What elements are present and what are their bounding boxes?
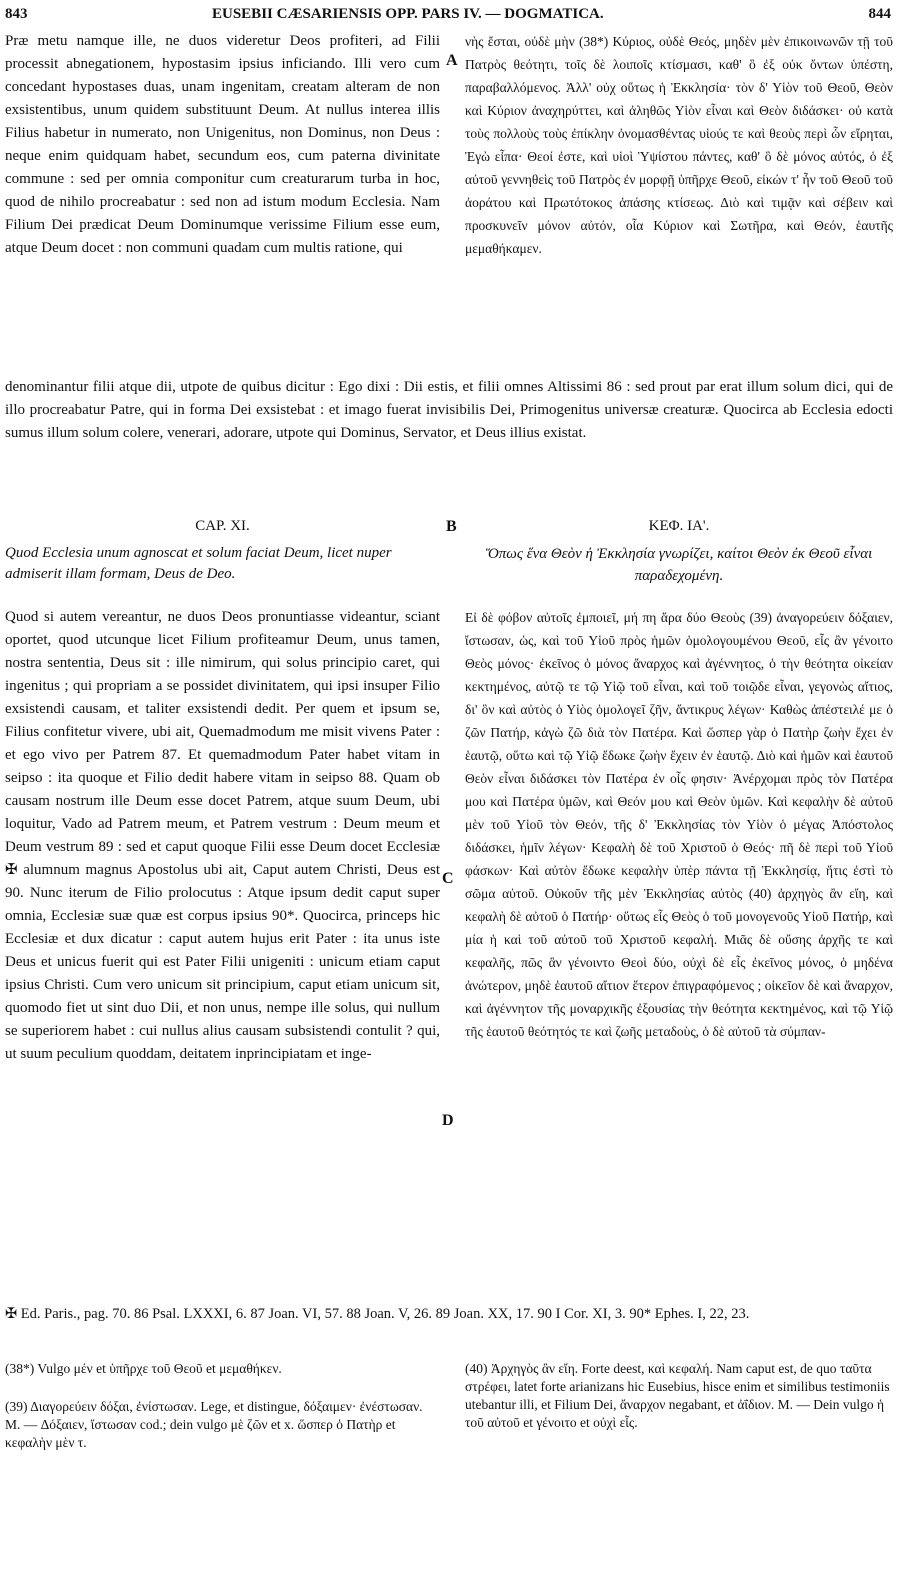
running-header bbox=[0, 2, 901, 26]
greek-text-a: νὴς ἔσται, οὐδὲ μὴν (38*) Κύριος, οὐδὲ Θεός, μηδὲν μὲν ἐπικοινωνῶν τῇ τοῦ Πατρὸς θεότητι, τοῖς δὲ λοιποῖς κτίσμασι, καθ' ὃ ἐξ οὐκ ὄντων ὑπέστη, παραβαλλόμενος. Ἀλλ' οὐχ οὕτως ἡ Ἐκκλησία· τὸν δ' Υἱὸν τοῦ Θεοῦ, Θεὸν καὶ Κύριον ἀναχηρύττει, καὶ ἀληθῶς Υἱὸν εἶναι καὶ Θεὸν διδάσκει· οὐ κατὰ τοὺς πολλοὺς τοὺς ἐπίκλην ὀνομασθέντας υἱούς τε καὶ θεοὺς περὶ ὧν εἴρηται, Ἐγὼ εἶπα· Θεοί ἐστε, καὶ υἱοὶ Ὑψίστου πάντες, καθ' ὃ δὲ μόνος αὐτός, ὁ ἐξ αὐτοῦ γεννηθεὶς τοῦ Πατρὸς ἐν μορφῇ ὑπῆρχε Θεοῦ, εἰκών τ' ἦν τοῦ Θεοῦ τοῦ ἀοράτου καὶ Πρωτότοκος ἁπάσης κτίσεως. Διὸ καὶ τιμᾷν καὶ σέβειν καὶ προσκυνεῖν μόνον αὐτόν, οἷα Κύριον καὶ Σωτῆρα, καὶ Θεόν, ἑαυτῆς μεμαθήκαμεν. bbox=[465, 34, 893, 256]
page-number-left: 843 bbox=[5, 6, 28, 22]
latin-text-b: Quod si autem vereantur, ne duos Deos pronuntiasse videantur, sciant oportet, quod utcunque licet Filium profiteamur Deum, unus tamen, nostra sententia, Deus sit : ille nimirum, qui solus principio caret, qui ingenitus ; qui propriam a se possidet divinitatem, qui ipsi insuper Filio exsistendi causam, et taliter exsistendi dedit. Per quem et ipsum se, Filius confitetur vivere, ubi ait, Quemadmodum me misit vivens Pater : et ego vivo per Patrem 87. Et quemadmodum Pater habet vitam in seipso : ita quoque et Filio dedit habere vitam in seipso 88. Quam ob causam nostrum ille Deum esse docet Patrem, atque suum Deum, ubi loquitur, Vado ad Patrem meum, et Patrem vestrum : Deum meum et Deum vestrum 89 : sed et caput quoque Filii esse Deum docet Ecclesiæ ✠ alumnum magnus Apostolus ubi ait, Caput autem Christi, Deus est 90. Nunc iterum de Filio prolocutus : Atque ipsum dedit caput super omnia, Ecclesiæ suæ quæ est corpus ipsius 90*. Quocirca, princeps hic Ecclesiæ et dux dicatur : caput autem hujus erit Pater : ita unus iste Deus et unicus fuerit qui est Pater Filii unigeniti : unicum etiam caput ipsius Christi. Cum vero unicum sit principium, caput etiam unicum sit, quomodo fiet ut sint duo Dii, et non unus, nempe ille solus, qui nullum se superiorem habet : cui nullus alius causam subsistendi contulit ? qui, ut suum peculium quoddam, deitatem inprincipiatam et inge- bbox=[5, 609, 440, 1062]
margin-marker-c: C bbox=[442, 870, 454, 887]
scripture-references: ✠ Ed. Paris., pag. 70. 86 Psal. LXXXI, 6. 87 Joan. VI, 57. 88 Joan. V, 26. 89 Joan. XX, 17. 90 I Cor. XI, 3. 90* Ephes. I, 22, 23. bbox=[5, 1306, 750, 1322]
latin-fullwidth-text: denominantur filii atque dii, utpote de quibus dicitur : Ego dixi : Dii estis, et filii omnes Altissimi 86 : sed prout par erat illum solum dici, qui de illo procreabatur Patre, qui in forma Dei exsistebat : et imago fuerat invisibilis Dei, Primogenitus universæ creaturæ. Quocirca ab Ecclesia edocti sumus illum solum colere, venerari, adorare, utpote qui Dominus, Servator, et Deus illius existat. bbox=[5, 379, 893, 441]
page-number-right: 844 bbox=[868, 6, 891, 22]
margin-marker-a: A bbox=[446, 52, 458, 69]
latin-fullwidth-a bbox=[5, 376, 893, 445]
latin-column-a bbox=[5, 30, 440, 260]
latin-text-a: Præ metu namque ille, ne duos videretur Deos profiteri, ad Filii processit abnegationem, hypostasim ipsius inficiando. Illi vero cum concedant hypostases duas, unam ingenitam, creatam alteram de non exsistentibus, unum quidem substituunt Deum. At nullus interea illis Filius habetur in numerato, non Unigenitus, non Dominus, non Deus : neque enim quidquam habet, secundum eos, cum paterna divinitate commune : sed per omnia componitur cum creaturarum turba in hoc, quod de nihilo procreabatur : sed non ad istum modum Ecclesia. Nam Filium Dei prædicat Deum Dominumque verissime Filium esse eum, atque Deum docet : non communi quadam cum multis ratione, qui bbox=[5, 33, 440, 256]
footnote-40: (40) Ἀρχηγὸς ἂν εἴη. Forte deest, καὶ κεφαλή. Nam caput est, de quo ταῦτα στρέφει, latet forte arianizans hic Eusebius, hisce enim et similibus testimoniis utebantur illi, et Filium Dei, ἄναρχον negabant, et ἀΐδιον. M. — Dein vulgo ἡ τοῦ αὐτοῦ et γένοιτο et οὐχὶ εἷς. bbox=[465, 1361, 890, 1430]
margin-marker-b: B bbox=[446, 518, 457, 535]
latin-column-b bbox=[5, 606, 440, 1066]
latin-chapter-title: CAP. XI. bbox=[195, 518, 250, 534]
footnote-39: (39) Διαγορεύειν δόξαι, ἐνίστωσαν. Lege, et distingue, δόξαιμεν· ἐνέστωσαν. M. — Δόξαιεν, ἴστωσαν cod.; dein vulgo μὲ ζῶν et x. ὥσπερ ὁ Πατὴρ et κεφαλὴν μὲν τ. bbox=[5, 1399, 423, 1450]
greek-column-b bbox=[465, 606, 893, 1043]
greek-column-a bbox=[465, 30, 893, 260]
greek-chapter-subtitle: Ὅπως ἕνα Θεὸν ἡ Ἐκκλησία γνωρίζει, καίτοι Θεὸν ἐκ Θεοῦ εἶναι παραδεχομένη. bbox=[485, 546, 873, 584]
latin-chapter-subtitle: Quod Ecclesia unum agnoscat et solum faciat Deum, licet nuper admiserit illam formam, Deus de Deo. bbox=[5, 545, 392, 582]
greek-chapter-title: ΚΕΦ. ΙΑ'. bbox=[648, 518, 710, 534]
running-title: EUSEBII CÆSARIENSIS OPP. PARS IV. — DOGMATICA. bbox=[212, 6, 604, 22]
margin-marker-d: D bbox=[442, 1112, 454, 1129]
footnote-38: (38*) Vulgo μέν et ὑπῆρχε τοῦ Θεοῦ et μεμαθήκεν. bbox=[5, 1361, 282, 1376]
greek-text-b: Εἰ δὲ φόβον αὐτοῖς ἐμποιεῖ, μή πη ἄρα δύο Θεοὺς (39) ἀναγορεύειν δόξαιεν, ἴστωσαν, ὡς, καὶ τοῦ Υἱοῦ πρὸς ἡμῶν ὁμολογουμένου Θεοῦ, εἷς ἂν γένοιτο Θεὸς μόνος· ἐκεῖνος ὁ μόνος ἄναρχος καὶ ἀγέννητος, ὁ τὴν θεότητα οἰκείαν κεκτημένος, αὐτῷ τε τῷ Υἱῷ τοῦ εἶναι, καὶ τοῦ τοιῷδε εἶναι, γεγονὼς αἴτιος, δι' ὃν καὶ αὐτὸς ὁ Υἱὸς ὁμολογεῖ ζῆν, ἄντικρυς λέγων· Καθὼς ἀπέστειλέ με ὁ ζῶν Πατήρ, κἀγὼ ζῶ διὰ τὸν Πατέρα. Καὶ ὥσπερ γὰρ ὁ Πατὴρ ζωὴν ἔχει ἐν ἑαυτῷ, οὕτω καὶ τῷ Υἱῷ ἔδωκε ζωὴν ἔχειν ἐν ἑαυτῷ. Διὸ καὶ ἡμῶν καὶ ἑαυτοῦ Θεὸν εἶναι διδάσκει τὸν Πατέρα ἐν οἷς φησιν· Ἀνέρχομαι πρὸς τὸν Πατέρα μου καὶ Πατέρα ὑμῶν, καὶ Θεόν μου καὶ Θεὸν ὑμῶν. Καὶ κεφαλὴν δὲ αὐτοῦ μὲν τοῦ Υἱοῦ τὸν Θεόν, τῆς δ' Ἐκκλησίας τὸν Υἱὸν ὁ μέγας Ἀπόστολος διδάσκει, ἡμῖν λέγων· Κεφαλὴ δὲ τοῦ Χριστοῦ ὁ Θεός· πῆ δὲ περὶ τοῦ Υἱοῦ φάσκων· Καὶ αὐτὸν ἔδωκε κεφαλὴν ὑπὲρ πάντα τῇ Ἐκκλησίᾳ, ἥτις ἐστὶ τὸ σῶμα αὐτοῦ. Οὐκοῦν τῆς μὲν Ἐκκλησίας αὐτὸς (40) ἀρχηγὸς ἂν εἴη, καὶ κεφαλὴ δὲ αὐτοῦ ὁ Πατήρ· οὕτως εἷς Θεὸς ὁ τοῦ μονογενοῦς Υἱοῦ Πατήρ, καὶ μία ἡ καὶ τοῦ αὐτοῦ τοῦ Χριστοῦ κεφαλή. Μιᾶς δὲ οὔσης ἀρχῆς τε καὶ κεφαλῆς, πῶς ἂν γένοιντο Θεοὶ δύο, οὐχὶ δὲ εἷς ἐκεῖνος μόνος, ὁ μηδένα ἀνώτερον, μηδὲ ἑαυτοῦ αἴτιον ἕτερον ἐπιγραφόμενος ; οἰκεῖον δὲ καὶ ἄναρχον, καὶ ἀγέννητον τῆς μοναρχικῆς ἐξουσίας τὴν θεότητα κεκτημένος, καὶ τῷ Υἱῷ τῆς ἑαυτοῦ θεότητός τε καὶ ζωῆς μεταδοὺς, ὁ δὲ αὐτοῦ τὰ σύμπαν- bbox=[465, 610, 893, 1039]
